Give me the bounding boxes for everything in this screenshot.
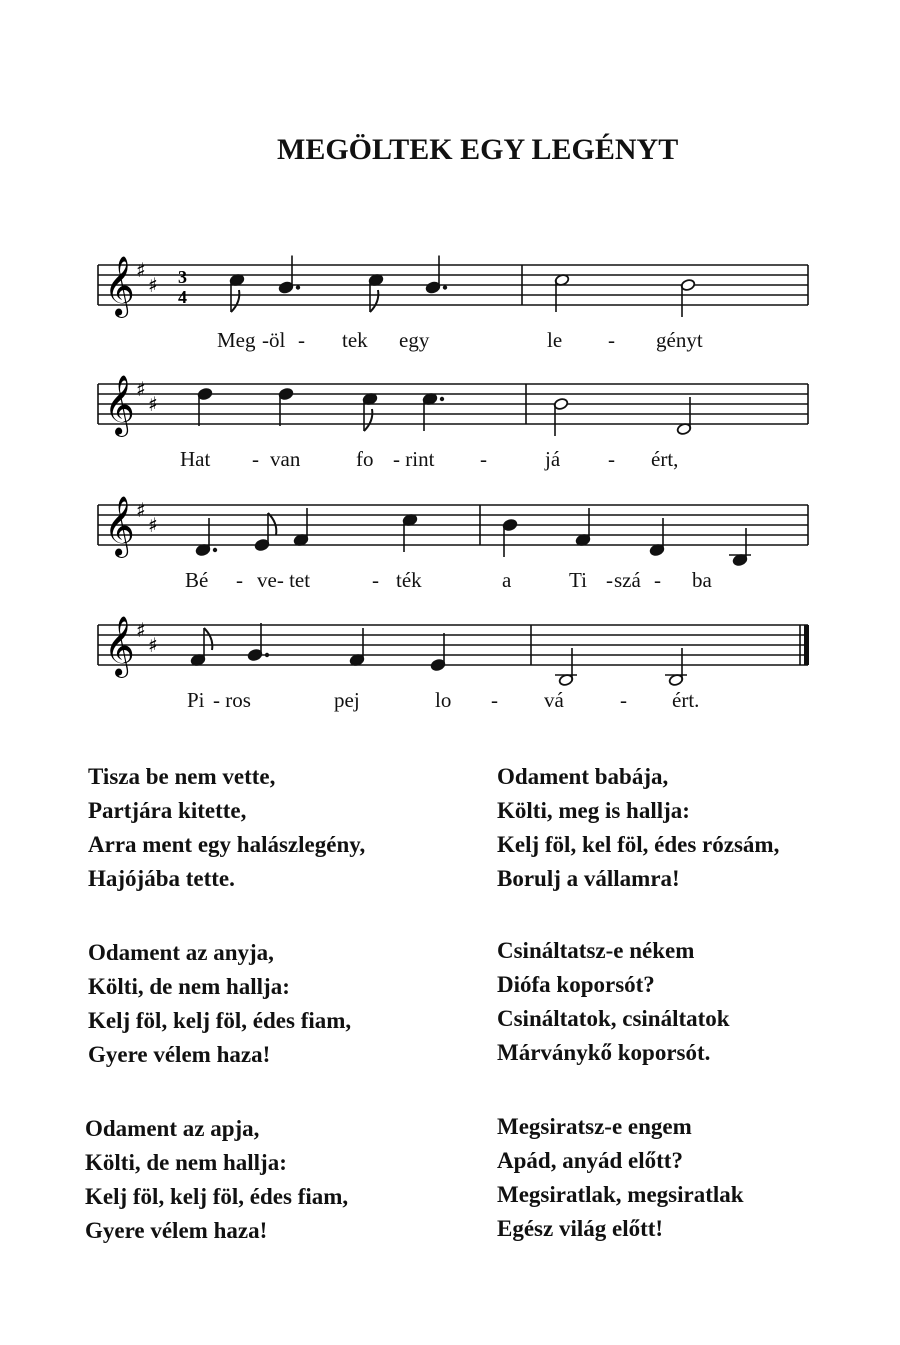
verse-line: Költi, meg is hallja:: [497, 798, 690, 823]
verse-right-2: [497, 934, 730, 1070]
lyric-syllable: -: [480, 447, 487, 471]
lyric-syllable: ték: [396, 568, 422, 592]
treble-clef-icon: 𝄞: [104, 375, 135, 435]
verse-line: Csináltatok, csináltatok: [497, 1006, 730, 1031]
final-barline: [804, 625, 809, 665]
lyric-syllable: -: [606, 568, 613, 592]
lyric-syllable: a: [502, 568, 512, 592]
sharp-icon: ♯: [148, 273, 158, 297]
lyric-syllable: -: [372, 568, 379, 592]
lyric-syllable: ért,: [651, 447, 679, 471]
note-dot: [296, 285, 300, 289]
lyric-syllable: Bé: [185, 568, 209, 592]
lyric-syllable: -: [608, 328, 615, 352]
verse-line: Csináltatsz-e nékem: [497, 938, 695, 963]
treble-clef-icon: 𝄞: [104, 496, 135, 556]
treble-clef-icon: 𝄞: [104, 616, 135, 676]
treble-clef-icon: 𝄞: [104, 256, 135, 316]
note-dot: [213, 548, 217, 552]
lyric-syllable: Meg: [217, 328, 256, 352]
sharp-icon: ♯: [148, 633, 158, 657]
lyric-syllable: -: [236, 568, 243, 592]
lyric-syllable: já: [545, 447, 561, 471]
lyric-syllable: ért.: [672, 688, 700, 712]
verses: [0, 760, 900, 1280]
song-title: MEGÖLTEK EGY LEGÉNYT: [277, 133, 679, 166]
lyric-syllable: vá: [544, 688, 564, 712]
verse-line: Partjára kitette,: [88, 798, 247, 823]
lyric-syllable: -öl: [262, 328, 286, 352]
verse-right-1: [497, 760, 779, 896]
lyric-syllable: lo: [435, 688, 452, 712]
note-flag: [204, 628, 212, 650]
lyric-syllable: -: [491, 688, 498, 712]
verse-line: Kelj föl, kel föl, édes rózsám,: [497, 832, 780, 857]
lyric-syllable: egy: [399, 328, 430, 352]
verse-line: Odament az anyja,: [88, 940, 274, 965]
verse-line: Gyere vélem haza!: [85, 1218, 268, 1243]
lyric-syllable: le: [547, 328, 563, 352]
lyric-syllable: -: [298, 328, 305, 352]
verse-line: Költi, de nem hallja:: [88, 974, 290, 999]
verse-line: Márványkő koporsót.: [497, 1040, 711, 1065]
lyric-syllable: Hat: [180, 447, 211, 471]
time-signature-top: 3: [178, 267, 187, 287]
note-flag: [364, 409, 372, 431]
verse-line: Kelj föl, kelj föl, édes fiam,: [88, 1008, 352, 1033]
lyric-syllable: -: [252, 447, 259, 471]
verse-line: Borulj a vállamra!: [497, 866, 680, 891]
lyric-syllable: tek: [342, 328, 368, 352]
sharp-icon: ♯: [136, 377, 146, 401]
verse-line: Diófa koporsót?: [497, 972, 655, 997]
lyric-syllable: Ti: [569, 568, 587, 592]
verse-left-2: [88, 936, 351, 1072]
sharp-icon: ♯: [136, 618, 146, 642]
verse-line: Költi, de nem hallja:: [85, 1150, 287, 1175]
lyric-syllable: -: [620, 688, 627, 712]
verse-line: Megsiratlak, megsiratlak: [497, 1182, 744, 1207]
lyric-syllable: - ros: [213, 688, 251, 712]
verse-line: Gyere vélem haza!: [88, 1042, 271, 1067]
lyric-syllable: van: [270, 447, 301, 471]
sharp-icon: ♯: [148, 513, 158, 537]
lyric-syllable: - rint: [393, 447, 435, 471]
verse-line: Kelj föl, kelj föl, édes fiam,: [85, 1184, 349, 1209]
sharp-icon: ♯: [136, 258, 146, 282]
verse-line: Egész világ előtt!: [497, 1216, 664, 1241]
verse-line: Odament babája,: [497, 764, 669, 789]
note-dot: [440, 397, 444, 401]
note-dot: [265, 653, 269, 657]
lyric-syllable: ve- tet: [257, 568, 311, 592]
lyric-syllable: fo: [356, 447, 374, 471]
sharp-icon: ♯: [136, 498, 146, 522]
lyric-syllable: gényt: [656, 328, 703, 352]
lyric-syllable: Pi: [187, 688, 205, 712]
verse-line: Apád, anyád előtt?: [497, 1148, 683, 1173]
note-flag: [370, 290, 378, 312]
verse-line: Hajójába tette.: [88, 866, 235, 891]
lyric-syllable: pej: [334, 688, 360, 712]
sharp-icon: ♯: [148, 392, 158, 416]
verse-line: Arra ment egy halászlegény,: [88, 832, 366, 857]
note-flag: [268, 513, 276, 535]
lyric-syllable: ba: [692, 568, 712, 592]
lyric-syllable: -: [654, 568, 661, 592]
verse-line: Tisza be nem vette,: [88, 764, 276, 789]
verse-right-3: [497, 1110, 744, 1246]
verse-line: Odament az apja,: [85, 1116, 260, 1141]
verse-line: Megsiratsz-e engem: [497, 1114, 692, 1139]
note-flag: [231, 290, 239, 312]
lyric-syllable: szá: [614, 568, 641, 592]
time-signature-bottom: 4: [178, 287, 187, 307]
verse-left-1: [88, 760, 365, 896]
note-dot: [443, 285, 447, 289]
verse-left-3: [85, 1112, 348, 1248]
lyric-syllable: -: [608, 447, 615, 471]
